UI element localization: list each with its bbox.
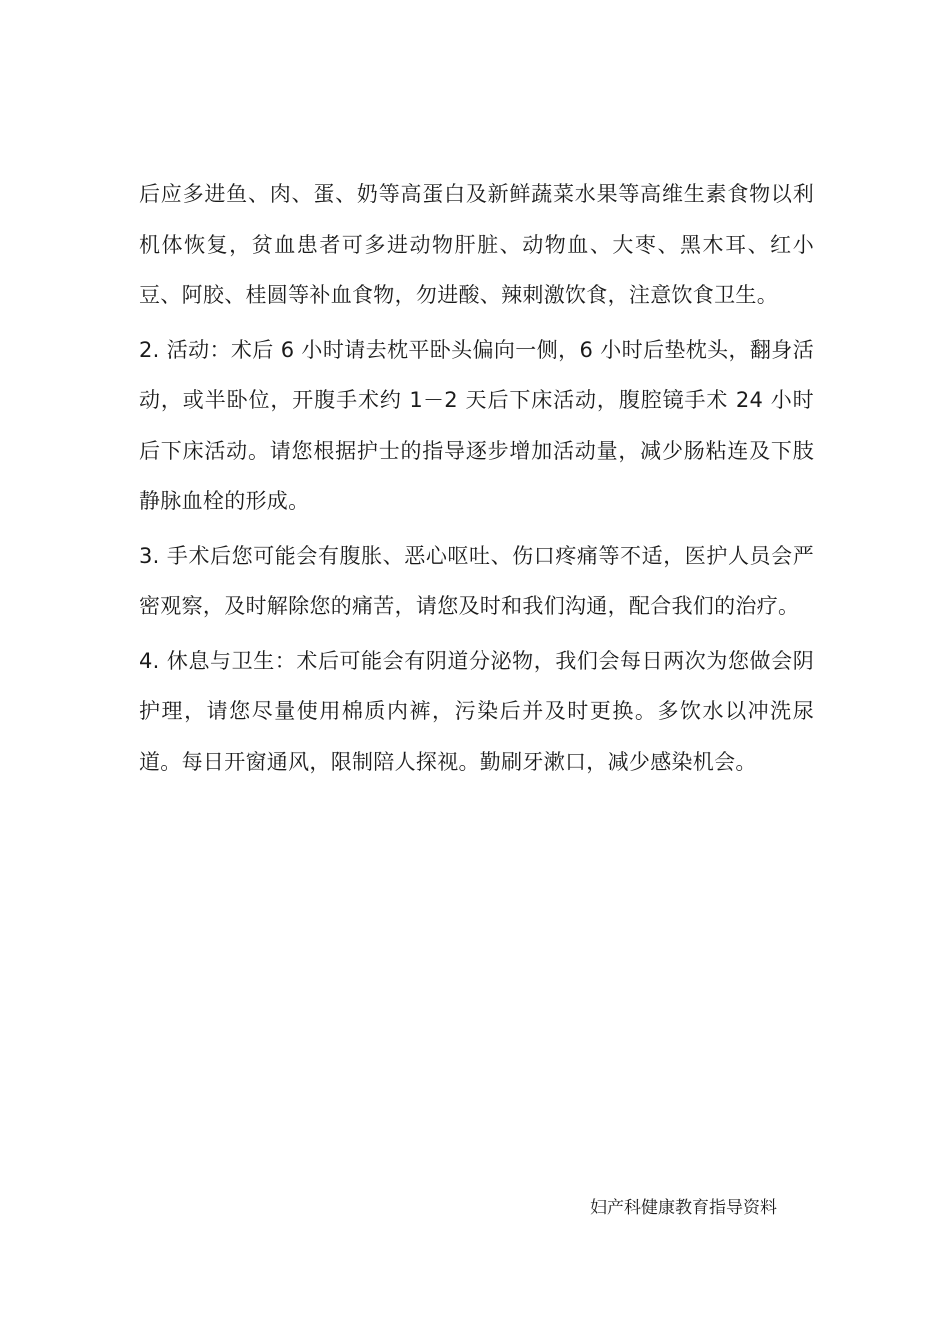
paragraph-activity: 2. 活动：术后 6 小时请去枕平卧头偏向一侧，6 小时后垫枕头，翻身活动，或半卧位，开腹手术约 1－2 天后下床活动，腹腔镜手术 24 小时后下床活动。请您根据护士的指导逐步增加活动量，减少肠粘连及下肢静脉血栓的形成。 (139, 337, 814, 513)
paragraph-discomfort: 3. 手术后您可能会有腹胀、恶心呕吐、伤口疼痛等不适，医护人员会严密观察，及时解除您的痛苦，请您及时和我们沟通，配合我们的治疗。 (139, 543, 814, 618)
paragraph-diet: 后应多进鱼、肉、蛋、奶等高蛋白及新鲜蔬菜水果等高维生素食物以利机体恢复，贫血患者可多进动物肝脏、动物血、大枣、黑木耳、红小豆、阿胶、桂圆等补血食物，勿进酸、辣刺激饮食，注意饮食卫生。 (139, 182, 814, 307)
paragraph-rest-hygiene: 4. 休息与卫生：术后可能会有阴道分泌物，我们会每日两次为您做会阴护理，请您尽量使用棉质内裤，污染后并及时更换。多饮水以冲洗尿道。每日开窗通风，限制陪人探视。勤刷牙漱口，减少感染机会。 (139, 648, 814, 774)
page-footer: 妇产科健康教育指导资料 (590, 1198, 777, 1218)
document-body (139, 169, 814, 787)
